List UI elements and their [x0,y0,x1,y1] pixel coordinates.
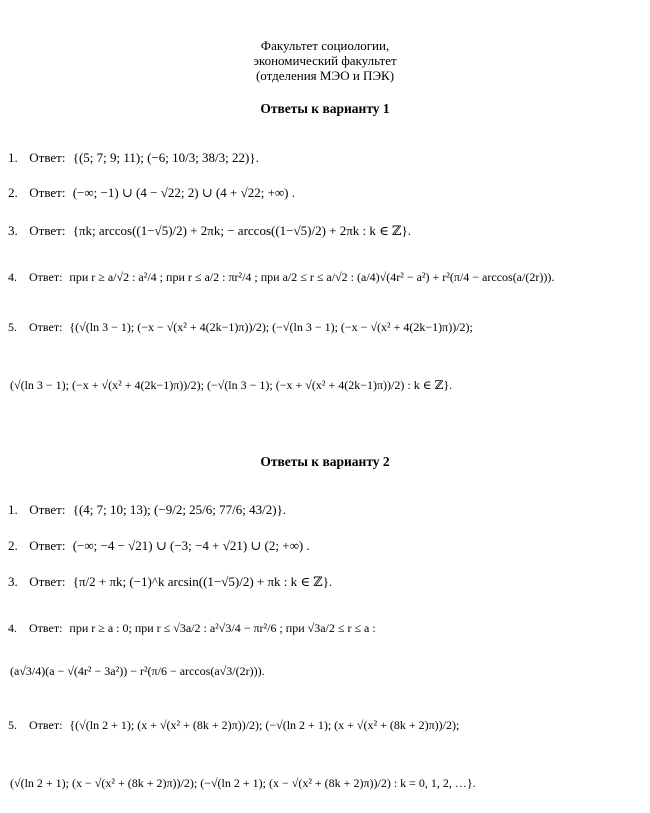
answer-expression: {(5; 7; 9; 11); (−6; 10/3; 38/3; 22)}. [72,150,259,165]
answer-expression: (−∞; −1) ∪ (4 − √22; 2) ∪ (4 + √22; +∞) . [72,185,296,200]
answer-label: Ответ: [29,185,66,200]
answer-expression: {(4; 7; 10; 13); (−9/2; 25/6; 77/6; 43/2)}. [72,502,287,517]
answer-expression: {π/2 + πk; (−1)^k arcsin((1−√5)/2) + πk : k ∈ ℤ}. [72,574,333,589]
answer-number: 3. [8,223,18,238]
answer-label: Ответ: [29,621,63,635]
v2-answer-4-continuation: (a√3/4)(a − √(4r² − 3a²)) − r²(π/6 − arccos(a√3/(2r))). [10,664,265,678]
answer-number: 5. [8,320,17,334]
answer-number: 4. [8,270,17,284]
faculty-line-2: экономический факультет [253,53,397,68]
v2-answer-5 [8,718,459,733]
v2-answer-4 [8,621,376,636]
answer-number: 5. [8,718,17,732]
faculty-line-1: Факультет социологии, [260,38,390,53]
v2-answer-5-continuation: (√(ln 2 + 1); (x − √(x² + (8k + 2)π))/2); (−√(ln 2 + 1); (x − √(x² + (8k + 2)π))/2) : k = 0, 1, 2, …}. [10,776,476,790]
v1-answer-2 [8,185,295,201]
answer-label: Ответ: [29,150,66,165]
answer-number: 3. [8,574,18,589]
answer-label: Ответ: [29,718,63,732]
answer-label: Ответ: [29,574,66,589]
answer-label: Ответ: [29,538,66,553]
v1-answer-5-continuation: (√(ln 3 − 1); (−x + √(x² + 4(2k−1)π))/2); (−√(ln 3 − 1); (−x + √(x² + 4(2k−1)π))/2) : k ∈ ℤ}. [10,378,453,392]
v2-answer-2 [8,538,310,554]
v2-answer-3 [8,574,332,590]
variant-1-title: Ответы к варианту 1 [260,101,390,116]
answer-number: 2. [8,185,18,200]
answer-number: 1. [8,502,18,517]
variant-2-title: Ответы к варианту 2 [260,454,390,469]
answer-expression: {πk; arccos((1−√5)/2) + 2πk; − arccos((1−√5)/2) + 2πk : k ∈ ℤ}. [72,223,412,238]
answer-number: 4. [8,621,17,635]
answer-expression: (−∞; −4 − √21) ∪ (−3; −4 + √21) ∪ (2; +∞) . [72,538,310,553]
answer-expression: при r ≥ a/√2 : a²/4 ; при r ≤ a/2 : πr²/4 ; при a/2 ≤ r ≤ a/√2 : (a/4)√(4r² − a²) + r²(π/4 − arccos(a/(2r))). [69,270,555,284]
answer-expression: при r ≥ a : 0; при r ≤ √3a/2 : a²√3/4 − πr²/6 ; при √3a/2 ≤ r ≤ a : [69,621,376,635]
answer-label: Ответ: [29,320,63,334]
faculty-line-3: (отделения МЭО и ПЭК) [255,68,395,83]
answer-number: 2. [8,538,18,553]
answer-expression: {(√(ln 3 − 1); (−x − √(x² + 4(2k−1)π))/2); (−√(ln 3 − 1); (−x − √(x² + 4(2k−1)π))/2); [69,320,473,334]
answer-number: 1. [8,150,18,165]
v2-answer-1 [8,502,286,518]
v1-answer-4 [8,270,554,285]
v1-answer-1 [8,150,259,166]
v1-answer-3 [8,223,411,239]
answer-label: Ответ: [29,270,63,284]
v1-answer-5 [8,320,473,335]
answer-label: Ответ: [29,502,66,517]
answer-expression: {(√(ln 2 + 1); (x + √(x² + (8k + 2)π))/2); (−√(ln 2 + 1); (x + √(x² + (8k + 2)π))/2); [69,718,460,732]
answer-label: Ответ: [29,223,66,238]
